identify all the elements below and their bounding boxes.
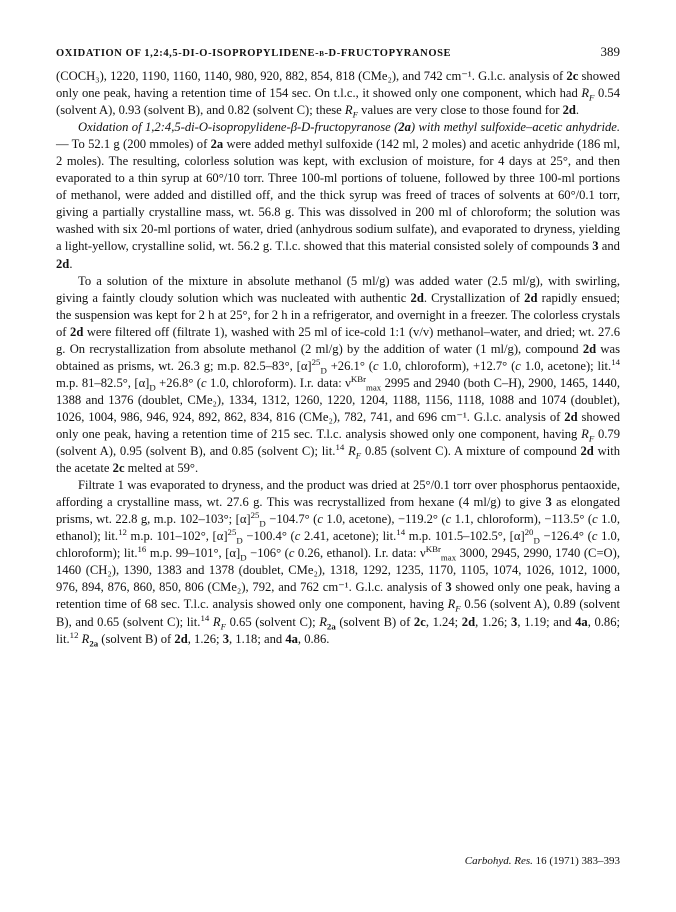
running-title: OXIDATION OF 1,2:4,5-DI-O-ISOPROPYLIDENE-β-D-FRUCTOPYRANOSE [56,48,452,59]
journal-footer [465,855,620,867]
paragraph-2: Oxidation of 1,2:4,5-di-O-isopropylidene-β-D-fructopyranose (2a) with methyl sulfoxide–acetic anhydride. — To 52.1 g (200 mmoles) of 2a were added methyl sulfoxide (142 ml, 2 moles) and acetic anhydride (186 ml, 2 moles). The resulting, colorless solution was kept, with exclusion of moisture, for 4 days at 25°, and then evaporated to a thin syrup at 60°/10 torr. Three 100-ml portions of toluene, followed by three 100-ml portions of methanol, were added and distilled off, and the thick syrup was freed of traces of solvents at 60°/0.1 torr, giving a partially crystalline mass, wt. 56.8 g. This was dissolved in 200 ml of chloroform; the solution was washed with six 20-ml portions of water, dried (anhydrous sodium sulfate), and evaporated to dryness, yielding a light-yellow, crystalline solid, wt. 56.2 g. T.l.c. showed that this material consisted solely of compounds 3 and 2d. [56,120,621,271]
journal-volume-pages: 16 (1971) 383–393 [535,855,620,867]
page-number: 389 [600,44,620,59]
article-body [56,68,620,648]
running-header [56,44,620,60]
paragraph-1: (COCH₃), 1220, 1190, 1160, 1140, 980, 920, 882, 854, 818 (CMe₂), and 742 cm⁻¹. G.l.c. analysis of 2c showed only one peak, having a retention time of 154 sec. On t.l.c., it showed only one component, which had $R_F$ 0.54 (solvent A), 0.93 (solvent B), and 0.82 (solvent C); these $R_F$ values are very close to those found for 2d. [56,69,621,120]
paragraph-4: Filtrate 1 was evaporated to dryness, and the product was dried at 25°/0.1 torr over phosphorus pentaoxide, affording a crystalline mass, wt. 27.6 g. This was recrystallized from hexane (4 ml/g) to give 3 as elongated prisms, wt. 22.8 g, m.p. 102–103°; $[\alpha]^{25}_D -104.7^\circ$ (c 1.0, acetone), −119.2° (c 1.1, chloroform), −113.5° (c 1.0, ethanol); lit.$^{12}$ m.p. 101–102°, $[\alpha]^{25}_D -100.4^\circ$ (c 2.41, acetone); lit.$^{14}$ m.p. 101.5–102.5°, $[\alpha]^{20}_D -126.4^\circ$ (c 1.0, chloroform); lit.$^{16}$ m.p. 99–101°, $[\alpha]_D -106^\circ$ (c 0.26, ethanol). I.r. data: $\nu^{KBr}_{max}$ 3000, 2945, 2990, 1740 (C=O), 1460 (CH₂), 1390, 1383 and 1378 (doublet, CMe₂), 1318, 1292, 1235, 1170, 1105, 1074, 1026, 1012, 1000, 976, 894, 876, 860, 850, 806 (CMe₂), 792, and 762 cm⁻¹. G.l.c. analysis of 3 showed only one peak, having a retention time of 68 sec. T.l.c. analysis showed only one component, having $R_F$ 0.56 (solvent A), 0.89 (solvent B), and 0.65 (solvent C); lit.$^{14}$ $R_F$ 0.65 (solvent C); $R_{2a}$ (solvent B) of 2c, 1.24; 2d, 1.26; 3, 1.19; and 4a, 0.86; lit.$^{12}$ $R_{2a}$ (solvent B) of 2d, 1.26; 3, 1.18; and 4a, 0.86. [56,478,621,649]
paragraph-3: To a solution of the mixture in absolute methanol (5 ml/g) was added water (2.5 ml/g), with swirling, giving a faintly cloudy solution which was nucleated with authentic 2d. Crystallization of 2d rapidly ensued; the suspension was kept for 2 h at 25°, for 2 h in a refrigerator, and overnight in a freezer. The colorless crystals of 2d were filtered off (filtrate 1), washed with 25 ml of ice-cold 1:1 (v/v) methanol–water, and dried; wt. 27.6 g. On recrystallization from absolute methanol (2 ml/g) by the addition of water (1 ml/g), compound 2d was obtained as prisms, wt. 26.3 g; m.p. 82.5–83°, $[\alpha]^{25}_D +26.1^\circ$ (c 1.0, chloroform), +12.7° (c 1.0, acetone); lit.$^{14}$ m.p. 81–82.5°, $[\alpha]_D +26.8^\circ$ (c 1.0, chloroform). I.r. data: $\nu^{KBr}_{max}$ 2995 and 2940 (both C–H), 2900, 1465, 1440, 1388 and 1376 (doublet, CMe₂), 1334, 1312, 1260, 1220, 1204, 1188, 1156, 1118, 1088 and 1074 (doublet), 1026, 1004, 986, 946, 924, 892, 862, 834, 816 (CMe₂), 782, 741, and 696 cm⁻¹. G.l.c. analysis of 2d showed only one peak, having a retention time of 215 sec. T.l.c. analysis showed only one component, having $R_F$ 0.79 (solvent A), 0.95 (solvent B), and 0.85 (solvent C); lit.$^{14}$ $R_F$ 0.85 (solvent C). A mixture of compound 2d with the acetate 2c melted at 59°. [56,273,621,476]
journal-name: Carbohyd. Res. [464,855,533,867]
